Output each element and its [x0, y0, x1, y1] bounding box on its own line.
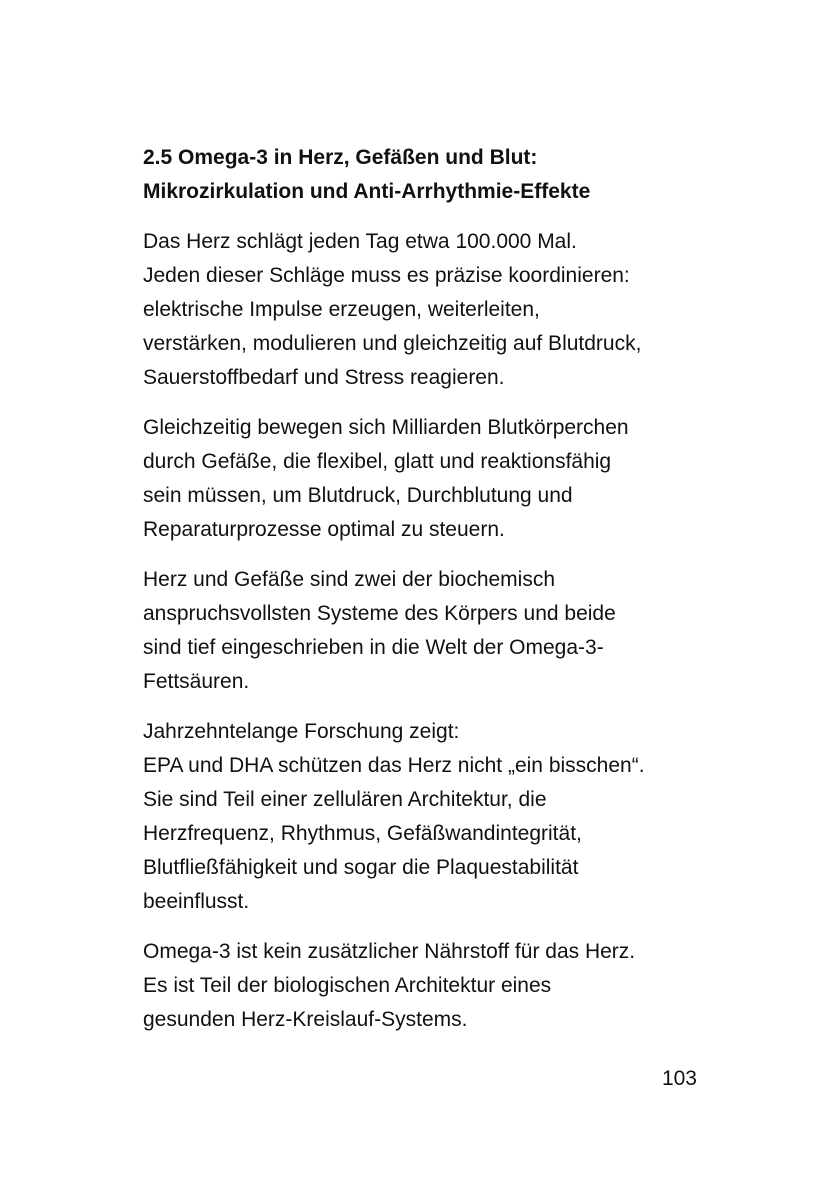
paragraph-blood-cells	[143, 411, 723, 547]
paragraph-line: EPA und DHA schützen das Herz nicht „ein bisschen“.	[143, 754, 645, 777]
paragraph-line: Sie sind Teil einer zellulären Architektur, die	[143, 788, 547, 811]
paragraph-line: Jahrzehntelange Forschung zeigt:	[143, 720, 460, 743]
paragraph-line: Es ist Teil der biologischen Architektur eines	[143, 974, 552, 997]
paragraph-line: sein müssen, um Blutdruck, Durchblutung und	[143, 484, 573, 507]
paragraph-line: anspruchsvollsten Systeme des Körpers und beide	[143, 602, 616, 625]
paragraph-line: Das Herz schlägt jeden Tag etwa 100.000 Mal.	[143, 230, 577, 253]
page-number: 103	[661, 1067, 697, 1090]
paragraph-line: Fettsäuren.	[143, 670, 250, 693]
page-content	[143, 141, 723, 1053]
paragraph-line: Blutfließfähigkeit und sogar die Plaquestabilität	[143, 856, 579, 879]
section-heading	[143, 141, 723, 209]
paragraph-line: Herz und Gefäße sind zwei der biochemisch	[143, 568, 556, 591]
paragraph-line: durch Gefäße, die flexibel, glatt und reaktionsfähig	[143, 450, 612, 473]
paragraph-heartbeat	[143, 225, 723, 395]
paragraph-line: verstärken, modulieren und gleichzeitig auf Blutdruck,	[143, 332, 642, 355]
paragraph-line: beeinflusst.	[143, 890, 250, 913]
heading-line: Mikrozirkulation und Anti-Arrhythmie-Effekte	[143, 180, 591, 203]
paragraph-line: Jeden dieser Schläge muss es präzise koordinieren:	[143, 264, 630, 287]
paragraph-line: Reparaturprozesse optimal zu steuern.	[143, 518, 505, 541]
paragraph-line: elektrische Impulse erzeugen, weiterleiten,	[143, 298, 540, 321]
paragraph-line: Sauerstoffbedarf und Stress reagieren.	[143, 366, 505, 389]
paragraph-conclusion	[143, 935, 723, 1037]
paragraph-line: sind tief eingeschrieben in die Welt der Omega-3-	[143, 636, 604, 659]
paragraph-line: Omega-3 ist kein zusätzlicher Nährstoff für das Herz.	[143, 940, 636, 963]
paragraph-line: Gleichzeitig bewegen sich Milliarden Blutkörperchen	[143, 416, 629, 439]
heading-line: 2.5 Omega-3 in Herz, Gefäßen und Blut:	[143, 146, 538, 169]
paragraph-line: Herzfrequenz, Rhythmus, Gefäßwandintegrität,	[143, 822, 582, 845]
paragraph-research	[143, 715, 723, 919]
paragraph-systems	[143, 563, 723, 699]
paragraph-line: gesunden Herz-Kreislauf-Systems.	[143, 1008, 468, 1031]
